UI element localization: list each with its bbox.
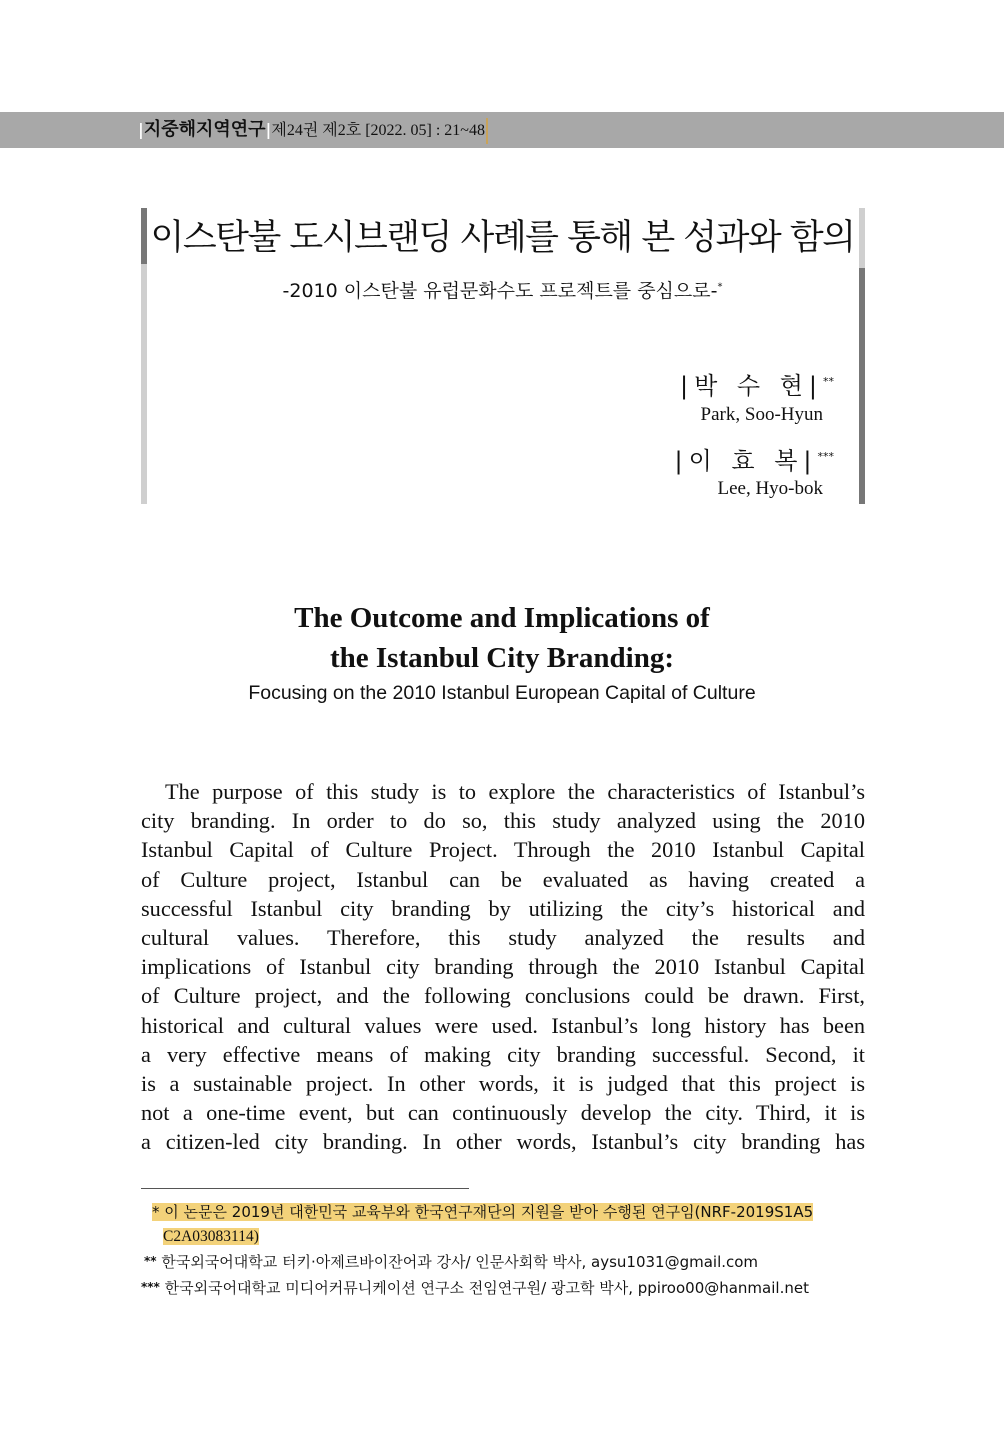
english-title-line-2: the Istanbul City Branding: [329,642,675,674]
abstract-line: historical and cultural values were used. Istanbul’s long history has been [141,1012,865,1038]
footnote-2-mark: ** [144,1254,157,1268]
abstract-line: successful Istanbul city branding by utilizing the city’s historical and [141,895,865,921]
author-1-english: Park, Soo-Hyun [700,404,823,425]
author-1-korean [680,366,834,401]
abstract-line: a citizen-led city branding. In other words, Istanbul’s city branding has [141,1129,865,1155]
abstract-line: is a sustainable project. In other words, it is judged that this project is [141,1071,865,1097]
abstract-paragraph [141,777,865,1157]
journal-name: 지중해지역연구 [143,119,266,140]
footnote-1-line-2 [163,1227,259,1246]
header-end-mark [486,118,488,144]
author-1-name-kr: |박 수 현| [680,372,823,400]
title-frame-left-light [141,264,147,504]
abstract-line: city branding. In order to do so, this study analyzed using the 2010 [141,808,865,834]
header-divider: | [138,120,144,139]
footnote-1-mark: * [152,1203,160,1221]
footnote-separator [141,1188,469,1189]
title-frame-right-dark [859,268,865,504]
footnote-3-text: 한국외국어대학교 미디어커뮤니케이션 연구소 전임연구원/ 광고학 박사, ppiroo00@hanmail.net [164,1279,809,1297]
journal-issue: 제24권 제2호 [2022. 05] : 21~48 [271,122,485,139]
korean-subtitle-mark: * [717,281,723,293]
author-2-mark: *** [817,450,834,463]
title-frame-right-light [859,208,865,268]
footnote-1-text: 이 논문은 2019년 대한민국 교육부와 한국연구재단의 지원을 받아 수행된 연구임(NRF-2019S1A5 [164,1203,814,1221]
abstract-line: a very effective means of making city branding successful. Second, it [141,1041,865,1067]
footnote-2 [144,1251,758,1272]
author-2-english: Lee, Hyo-bok [717,478,823,499]
english-title-line-1: The Outcome and Implications of [294,602,710,634]
footnote-2-text: 한국외국어대학교 터키·아제르바이잔어과 강사/ 인문사회학 박사, aysu1031@gmail.com [161,1253,759,1271]
english-subtitle: Focusing on the 2010 Istanbul European Capital of Culture [248,682,756,704]
korean-title: 이스탄불 도시브랜딩 사례를 통해 본 성과와 함의 [150,218,855,258]
header-divider: | [265,120,272,139]
author-2-korean [675,441,834,476]
footnote-1-text-cont: C2A03083114) [163,1228,259,1245]
footnote-3-mark: *** [141,1280,160,1294]
abstract-line: The purpose of this study is to explore the characteristics of Istanbul’s [165,779,865,804]
author-1-mark: ** [823,375,834,388]
abstract-line: of Culture project, and the following conclusions could be drawn. First, [141,983,865,1009]
author-2-name-kr: |이 효 복| [674,447,818,475]
abstract-line: Istanbul Capital of Culture Project. Through the 2010 Istanbul Capital [141,837,865,863]
title-frame-left-dark [141,208,147,264]
korean-subtitle-text: -2010 이스탄불 유럽문화수도 프로젝트를 중심으로- [282,280,718,302]
abstract-line: cultural values. Therefore, this study analyzed the results and [141,925,865,951]
journal-header [138,112,488,148]
footnote-3 [141,1277,809,1298]
abstract-line: not a one-time event, but can continuously develop the city. Third, it is [141,1100,865,1126]
abstract-line: implications of Istanbul city branding through the 2010 Istanbul Capital [141,954,865,980]
footnote-1-line-1 [152,1201,813,1222]
abstract-line: of Culture project, Istanbul can be evaluated as having created a [141,866,865,892]
korean-subtitle [150,276,855,303]
